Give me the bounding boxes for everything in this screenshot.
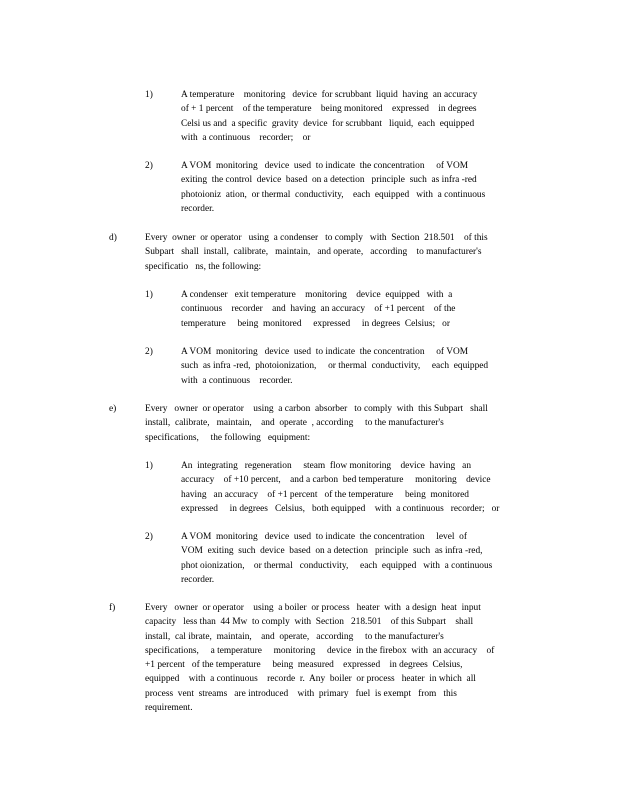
text-line: A VOM monitoring device used to indicate the concentration level of: [181, 532, 467, 542]
text-line: An integrating regeneration steam flow monitoring device having an: [181, 461, 472, 471]
text-line: install, cal ibrate, maintain, and operate, according to the manufacturer's: [145, 631, 444, 642]
text-line: temperature being monitored expressed in degrees Celsius; or: [181, 318, 450, 329]
text-line: recorder.: [181, 574, 215, 585]
paragraph: [181, 459, 499, 516]
item-number: 2): [145, 347, 153, 357]
paragraph: [145, 231, 488, 274]
item-number: 1): [145, 290, 153, 300]
text-line: equipped with a continuous recorde r. Any boiler or process heater in which all: [145, 674, 476, 685]
text-line: Celsi us and a specific gravity device for scrubbant liquid, each equipped: [181, 118, 475, 129]
text-line: continuous recorder and having an accuracy of +1 percent of the: [181, 304, 456, 315]
text-line: capacity less than 44 Mw to comply with Section 218.501 of this Subpart shall: [145, 617, 474, 628]
text-line: A temperature monitoring device for scrubbant liquid having an accuracy: [181, 90, 478, 100]
text-line: with a continuous recorder; or: [181, 132, 311, 143]
text-line: of + 1 percent of the temperature being monitored expressed in degrees: [181, 104, 477, 115]
text-line: having an accuracy of +1 percent of the temperature being monitored: [181, 489, 469, 500]
text-line: accuracy of +10 percent, and a carbon bed temperature monitoring device: [181, 475, 491, 486]
section-letter: f): [109, 603, 116, 613]
text-line: Every owner or operator using a carbon absorber to comply with this Subpart shall: [145, 404, 488, 414]
text-line: exiting the control device based on a detection principle such as infra -red: [181, 175, 477, 186]
paragraph: [145, 601, 494, 715]
text-line: process vent streams are introduced with primary fuel is exempt from this: [145, 688, 457, 699]
text-line: such as infra -red, photoionization, or thermal conductivity, each equipped: [181, 361, 489, 372]
section-letter: d): [109, 233, 117, 243]
text-line: specifications, the following equipment:: [145, 432, 311, 443]
text-line: Every owner or operator using a boiler or process heater with a design heat input: [145, 603, 481, 613]
text-line: A VOM monitoring device used to indicate the concentration of VOM: [181, 347, 469, 357]
text-line: specifications, a temperature monitoring device in the firebox with an accuracy of: [145, 645, 495, 656]
paragraph: [181, 345, 488, 388]
text-line: requirement.: [145, 703, 193, 714]
text-line: A VOM monitoring device used to indicate the concentration of VOM: [181, 161, 469, 171]
item-number: 2): [145, 532, 153, 542]
text-line: Subpart shall install, calibrate, maintain, and operate, according to manufacturer's: [145, 247, 482, 258]
text-line: photoioniz ation, or thermal conductivity, each equipped with a continuous: [181, 189, 486, 200]
text-line: +1 percent of the temperature being measured expressed in degrees Celsius,: [145, 660, 463, 671]
paragraph: [145, 402, 488, 445]
text-line: install, calibrate, maintain, and operate , according to the manufacturer's: [145, 418, 444, 429]
paragraph: [181, 159, 485, 216]
text-line: expressed in degrees Celsius, both equipped with a continuous recorder; or: [181, 503, 500, 514]
item-number: 1): [145, 461, 153, 471]
text-line: VOM exiting such device based on a detection principle such as infra -red,: [181, 546, 483, 557]
text-line: phot oionization, or thermal conductivity, each equipped with a continuous: [181, 560, 493, 571]
section-letter: e): [109, 404, 117, 414]
paragraph: [181, 530, 492, 587]
text-line: recorder.: [181, 203, 215, 214]
item-number: 1): [145, 90, 153, 100]
item-number: 2): [145, 161, 153, 171]
text-line: specificatio ns, the following:: [145, 261, 262, 272]
text-line: with a continuous recorder.: [181, 375, 293, 386]
text-line: A condenser exit temperature monitoring device equipped with a: [181, 290, 453, 300]
paragraph: [181, 288, 455, 331]
paragraph: [181, 88, 477, 145]
text-line: Every owner or operator using a condenser to comply with Section 218.501 of this: [145, 233, 488, 243]
